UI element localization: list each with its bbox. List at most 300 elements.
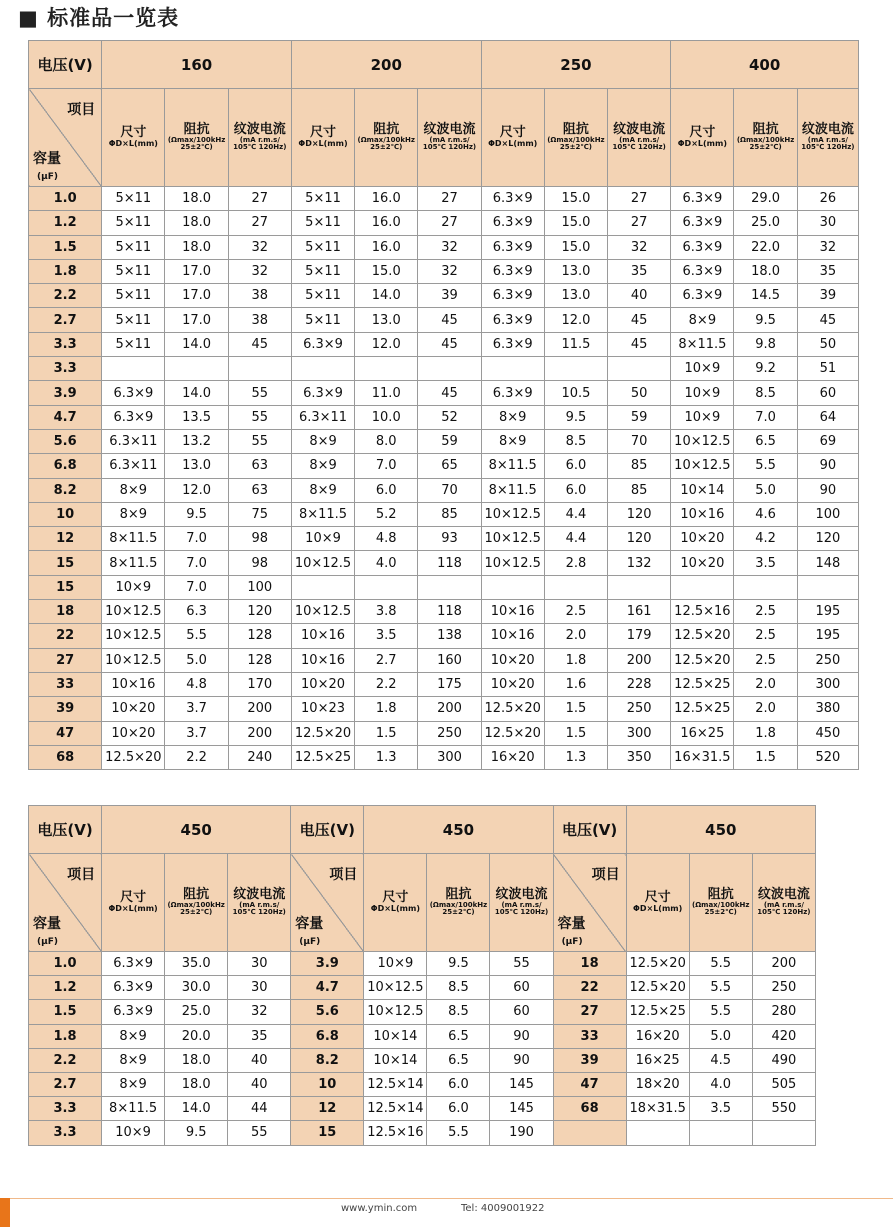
value-cell: 2.2 — [165, 745, 228, 769]
value-cell: 13.0 — [355, 308, 418, 332]
value-cell: 200 — [228, 721, 291, 745]
size-unit: ΦD×L(mm) — [370, 904, 420, 914]
value-cell: 6.3×11 — [102, 429, 165, 453]
value-cell: 18.0 — [165, 235, 228, 259]
capacity-cell: 3.3 — [29, 1097, 102, 1121]
value-cell: 520 — [797, 745, 858, 769]
impedance-label: 阻抗 — [562, 122, 589, 138]
value-cell: 6.3×9 — [481, 211, 544, 235]
ripple-condition: 105℃ 120Hz) — [801, 143, 855, 152]
column-header-row — [29, 89, 859, 187]
voltage-value: 200 — [291, 41, 481, 89]
value-cell: 4.5 — [689, 1048, 752, 1072]
value-cell — [102, 357, 165, 381]
value-cell: 75 — [228, 502, 291, 526]
value-cell: 18×20 — [626, 1072, 689, 1096]
value-cell: 10×20 — [481, 648, 544, 672]
value-cell: 118 — [418, 600, 481, 624]
value-cell: 55 — [490, 952, 553, 976]
value-cell: 5×11 — [102, 259, 165, 283]
value-cell: 505 — [752, 1072, 815, 1096]
capacity-label: 容量 — [33, 151, 61, 167]
value-cell: 13.0 — [544, 259, 607, 283]
footer-accent-bar — [0, 1198, 10, 1227]
value-cell: 1.5 — [544, 721, 607, 745]
value-cell: 39 — [797, 284, 858, 308]
value-cell: 5×11 — [102, 211, 165, 235]
size-label: 尺寸 — [382, 890, 409, 906]
voltage-value: 160 — [102, 41, 292, 89]
value-cell: 8×9 — [102, 1048, 165, 1072]
value-cell: 12.5×14 — [364, 1072, 427, 1096]
value-cell: 5×11 — [102, 187, 165, 211]
capacity-cell: 12 — [29, 527, 102, 551]
value-cell — [165, 357, 228, 381]
value-cell: 5×11 — [291, 308, 354, 332]
value-cell: 15.0 — [355, 259, 418, 283]
value-cell: 6.3×9 — [671, 235, 734, 259]
value-cell: 90 — [797, 454, 858, 478]
value-cell: 90 — [797, 478, 858, 502]
item-capacity-header — [553, 854, 626, 952]
value-cell: 17.0 — [165, 284, 228, 308]
capacity-cell: 3.9 — [291, 952, 364, 976]
footer-website: www.ymin.com — [341, 1203, 418, 1214]
value-cell: 490 — [752, 1048, 815, 1072]
value-cell: 12.5×20 — [626, 952, 689, 976]
value-cell: 10×12.5 — [671, 454, 734, 478]
value-cell — [608, 575, 671, 599]
value-cell: 6.3×9 — [671, 211, 734, 235]
value-cell: 1.5 — [734, 745, 797, 769]
size-label: 尺寸 — [499, 125, 526, 141]
value-cell: 12.5×20 — [102, 745, 165, 769]
capacity-cell: 8.2 — [291, 1048, 364, 1072]
capacity-label: 容量 — [33, 916, 61, 932]
value-cell: 2.0 — [734, 697, 797, 721]
footer-telephone: Tel: 4009001922 — [461, 1203, 545, 1214]
value-cell: 3.7 — [165, 721, 228, 745]
value-cell: 32 — [608, 235, 671, 259]
value-cell: 6.0 — [355, 478, 418, 502]
value-cell: 45 — [228, 332, 291, 356]
impedance-header — [427, 854, 490, 952]
capacity-cell: 22 — [29, 624, 102, 648]
value-cell: 3.5 — [355, 624, 418, 648]
value-cell: 4.0 — [689, 1072, 752, 1096]
value-cell — [355, 357, 418, 381]
value-cell: 90 — [490, 1048, 553, 1072]
capacity-cell: 22 — [553, 976, 626, 1000]
value-cell: 17.0 — [165, 308, 228, 332]
value-cell: 16×25 — [671, 721, 734, 745]
value-cell: 12.5×20 — [291, 721, 354, 745]
voltage-value: 450 — [102, 806, 291, 854]
table-row — [29, 357, 859, 381]
value-cell: 85 — [418, 502, 481, 526]
value-cell: 10×12.5 — [102, 648, 165, 672]
size-label: 尺寸 — [120, 125, 147, 141]
value-cell: 10×12.5 — [291, 600, 354, 624]
value-cell: 12.5×25 — [626, 1000, 689, 1024]
table-row — [29, 284, 859, 308]
impedance-unit: (Ωmax/100kHz — [547, 135, 605, 144]
value-cell: 10×14 — [364, 1024, 427, 1048]
value-cell — [689, 1121, 752, 1145]
table-row — [29, 600, 859, 624]
value-cell: 8×9 — [102, 502, 165, 526]
value-cell: 300 — [608, 721, 671, 745]
value-cell: 5×11 — [102, 308, 165, 332]
value-cell: 6.3×9 — [481, 308, 544, 332]
capacity-cell: 33 — [553, 1024, 626, 1048]
value-cell: 4.0 — [355, 551, 418, 575]
impedance-condition: 25±2℃) — [180, 143, 213, 152]
value-cell: 15.0 — [544, 235, 607, 259]
value-cell: 12.5×20 — [671, 648, 734, 672]
value-cell — [671, 575, 734, 599]
value-cell: 6.3×9 — [291, 332, 354, 356]
value-cell: 27 — [418, 187, 481, 211]
value-cell: 25.0 — [734, 211, 797, 235]
value-cell: 10.0 — [355, 405, 418, 429]
value-cell: 5.0 — [689, 1024, 752, 1048]
capacity-cell: 4.7 — [291, 976, 364, 1000]
ripple-unit: (mA r.m.s/ — [807, 135, 848, 144]
value-cell: 8×9 — [671, 308, 734, 332]
value-cell: 6.3×9 — [481, 259, 544, 283]
value-cell: 35 — [608, 259, 671, 283]
table-row — [29, 1000, 816, 1024]
value-cell: 59 — [608, 405, 671, 429]
value-cell: 50 — [797, 332, 858, 356]
value-cell: 10×16 — [291, 648, 354, 672]
capacity-cell: 33 — [29, 672, 102, 696]
impedance-header — [544, 89, 607, 187]
value-cell: 10×20 — [481, 672, 544, 696]
value-cell: 138 — [418, 624, 481, 648]
value-cell — [544, 575, 607, 599]
capacity-cell: 3.3 — [29, 332, 102, 356]
value-cell: 2.5 — [734, 600, 797, 624]
value-cell: 18.0 — [734, 259, 797, 283]
ripple-unit: (mA r.m.s/ — [429, 135, 470, 144]
value-cell: 30 — [228, 976, 291, 1000]
value-cell: 4.8 — [165, 672, 228, 696]
capacity-cell: 15 — [29, 551, 102, 575]
value-cell: 40 — [228, 1072, 291, 1096]
capacity-cell: 3.3 — [29, 357, 102, 381]
value-cell: 160 — [418, 648, 481, 672]
value-cell: 45 — [797, 308, 858, 332]
value-cell: 10×20 — [671, 551, 734, 575]
value-cell — [418, 575, 481, 599]
value-cell: 55 — [228, 405, 291, 429]
value-cell: 4.4 — [544, 502, 607, 526]
value-cell: 10×12.5 — [481, 502, 544, 526]
ripple-header — [752, 854, 815, 952]
ripple-header — [490, 854, 553, 952]
value-cell: 6.3×11 — [102, 454, 165, 478]
value-cell: 6.3×9 — [481, 284, 544, 308]
value-cell: 120 — [608, 502, 671, 526]
value-cell: 5.5 — [427, 1121, 490, 1145]
capacity-cell: 47 — [29, 721, 102, 745]
value-cell: 6.3×9 — [481, 332, 544, 356]
value-cell: 6.0 — [544, 478, 607, 502]
value-cell: 12.5×16 — [671, 600, 734, 624]
table-row — [29, 952, 816, 976]
value-cell — [797, 575, 858, 599]
capacity-cell: 1.8 — [29, 1024, 102, 1048]
value-cell: 27 — [418, 211, 481, 235]
ripple-label: 纹波电流 — [423, 122, 476, 138]
value-cell: 3.7 — [165, 697, 228, 721]
value-cell: 8×11.5 — [671, 332, 734, 356]
value-cell: 40 — [228, 1048, 291, 1072]
value-cell: 5×11 — [291, 259, 354, 283]
value-cell: 10×12.5 — [364, 976, 427, 1000]
value-cell: 5×11 — [102, 332, 165, 356]
impedance-unit: (Ωmax/100kHz — [167, 135, 226, 144]
impedance-condition: 25±2℃) — [180, 908, 213, 917]
value-cell — [418, 357, 481, 381]
value-cell: 12.5×25 — [671, 697, 734, 721]
value-cell — [734, 575, 797, 599]
impedance-label: 阻抗 — [752, 122, 779, 138]
value-cell: 11.0 — [355, 381, 418, 405]
value-cell: 27 — [608, 187, 671, 211]
value-cell: 5×11 — [102, 284, 165, 308]
value-cell: 7.0 — [165, 575, 228, 599]
value-cell: 14.0 — [165, 332, 228, 356]
value-cell: 16.0 — [355, 211, 418, 235]
voltage-label: 电压(V) — [291, 806, 364, 854]
value-cell — [291, 575, 354, 599]
impedance-header — [355, 89, 418, 187]
value-cell: 13.0 — [165, 454, 228, 478]
value-cell: 70 — [608, 429, 671, 453]
value-cell: 128 — [228, 624, 291, 648]
value-cell: 15.0 — [544, 187, 607, 211]
value-cell: 1.5 — [355, 721, 418, 745]
value-cell: 18.0 — [165, 1048, 228, 1072]
impedance-header — [165, 854, 228, 952]
capacity-cell: 3.9 — [29, 381, 102, 405]
value-cell: 69 — [797, 429, 858, 453]
value-cell — [355, 575, 418, 599]
value-cell: 5×11 — [291, 235, 354, 259]
value-cell: 12.5×20 — [671, 624, 734, 648]
impedance-header — [165, 89, 228, 187]
value-cell: 93 — [418, 527, 481, 551]
value-cell — [626, 1121, 689, 1145]
value-cell: 2.5 — [734, 648, 797, 672]
value-cell: 8×9 — [102, 1024, 165, 1048]
value-cell: 10×9 — [364, 952, 427, 976]
value-cell: 18×31.5 — [626, 1097, 689, 1121]
value-cell: 98 — [228, 551, 291, 575]
value-cell: 45 — [418, 332, 481, 356]
value-cell: 11.5 — [544, 332, 607, 356]
size-header — [102, 89, 165, 187]
table-body — [29, 952, 816, 1146]
value-cell: 8×11.5 — [291, 502, 354, 526]
ripple-label: 纹波电流 — [233, 122, 286, 138]
value-cell: 98 — [228, 527, 291, 551]
value-cell: 16×31.5 — [671, 745, 734, 769]
value-cell: 161 — [608, 600, 671, 624]
value-cell: 6.3×9 — [481, 235, 544, 259]
capacity-cell: 6.8 — [291, 1024, 364, 1048]
capacity-cell: 4.7 — [29, 405, 102, 429]
value-cell: 10×23 — [291, 697, 354, 721]
value-cell: 120 — [228, 600, 291, 624]
value-cell: 10×16 — [671, 502, 734, 526]
impedance-label: 阻抗 — [373, 122, 400, 138]
capacity-cell: 27 — [553, 1000, 626, 1024]
value-cell: 175 — [418, 672, 481, 696]
value-cell: 18.0 — [165, 211, 228, 235]
value-cell: 10×16 — [291, 624, 354, 648]
table-row — [29, 478, 859, 502]
value-cell: 1.3 — [355, 745, 418, 769]
impedance-unit: (Ωmax/100kHz — [429, 900, 488, 909]
voltage-label: 电压(V) — [553, 806, 626, 854]
value-cell: 350 — [608, 745, 671, 769]
value-cell: 10×12.5 — [102, 600, 165, 624]
value-cell: 55 — [228, 429, 291, 453]
table-row — [29, 721, 859, 745]
value-cell: 35.0 — [165, 952, 228, 976]
value-cell: 300 — [418, 745, 481, 769]
value-cell: 10×9 — [671, 405, 734, 429]
value-cell: 4.6 — [734, 502, 797, 526]
value-cell: 10×20 — [102, 721, 165, 745]
value-cell: 18.0 — [165, 187, 228, 211]
value-cell: 10×9 — [671, 357, 734, 381]
value-cell: 60 — [797, 381, 858, 405]
footer-divider — [0, 1198, 893, 1199]
capacity-unit: (μF) — [561, 937, 583, 947]
value-cell: 45 — [418, 381, 481, 405]
value-cell: 12.5×14 — [364, 1097, 427, 1121]
value-cell: 12.5×25 — [671, 672, 734, 696]
value-cell: 5×11 — [291, 211, 354, 235]
value-cell: 118 — [418, 551, 481, 575]
value-cell: 2.2 — [355, 672, 418, 696]
capacity-cell: 8.2 — [29, 478, 102, 502]
impedance-condition: 25±2℃) — [559, 143, 592, 152]
value-cell: 8×11.5 — [102, 527, 165, 551]
voltage-value: 450 — [364, 806, 553, 854]
voltage-value: 400 — [671, 41, 859, 89]
value-cell: 8×9 — [291, 454, 354, 478]
size-unit: ΦD×L(mm) — [633, 904, 683, 914]
capacity-label: 容量 — [295, 916, 324, 932]
capacity-cell: 1.8 — [29, 259, 102, 283]
value-cell: 8×9 — [102, 1072, 165, 1096]
value-cell: 27 — [228, 211, 291, 235]
value-cell: 6.0 — [427, 1072, 490, 1096]
ripple-header — [418, 89, 481, 187]
value-cell: 228 — [608, 672, 671, 696]
value-cell: 45 — [608, 332, 671, 356]
value-cell: 6.3×9 — [102, 1000, 165, 1024]
value-cell: 8×11.5 — [481, 478, 544, 502]
value-cell: 2.7 — [355, 648, 418, 672]
capacity-cell: 39 — [553, 1048, 626, 1072]
value-cell: 13.2 — [165, 429, 228, 453]
value-cell — [752, 1121, 815, 1145]
value-cell: 132 — [608, 551, 671, 575]
size-unit: ΦD×L(mm) — [298, 139, 348, 149]
value-cell: 16.0 — [355, 187, 418, 211]
value-cell: 32 — [228, 235, 291, 259]
table-row — [29, 976, 816, 1000]
value-cell: 52 — [418, 405, 481, 429]
value-cell: 13.0 — [544, 284, 607, 308]
size-unit: ΦD×L(mm) — [108, 904, 158, 914]
value-cell: 6.5 — [734, 429, 797, 453]
value-cell: 5.5 — [689, 976, 752, 1000]
capacity-cell: 39 — [29, 697, 102, 721]
size-header — [481, 89, 544, 187]
table-row — [29, 259, 859, 283]
value-cell: 9.8 — [734, 332, 797, 356]
ripple-label: 纹波电流 — [233, 887, 286, 903]
impedance-unit: (Ωmax/100kHz — [357, 135, 415, 144]
value-cell: 59 — [418, 429, 481, 453]
value-cell — [544, 357, 607, 381]
value-cell: 5×11 — [291, 187, 354, 211]
value-cell: 4.8 — [355, 527, 418, 551]
ripple-condition: 105℃ 120Hz) — [757, 908, 811, 917]
capacity-cell: 2.2 — [29, 1048, 102, 1072]
item-capacity-header — [29, 89, 102, 187]
value-cell: 10×16 — [481, 624, 544, 648]
value-cell: 250 — [418, 721, 481, 745]
table-row — [29, 1121, 816, 1145]
capacity-cell: 1.5 — [29, 235, 102, 259]
value-cell — [228, 357, 291, 381]
value-cell: 250 — [608, 697, 671, 721]
value-cell: 65 — [418, 454, 481, 478]
value-cell: 6.3×9 — [671, 259, 734, 283]
value-cell: 8×11.5 — [102, 551, 165, 575]
value-cell: 20.0 — [165, 1024, 228, 1048]
value-cell: 5.5 — [689, 952, 752, 976]
value-cell: 120 — [797, 527, 858, 551]
value-cell: 9.5 — [544, 405, 607, 429]
value-cell: 12.5×20 — [626, 976, 689, 1000]
impedance-unit: (Ωmax/100kHz — [692, 900, 750, 909]
value-cell: 9.5 — [165, 1121, 228, 1145]
value-cell: 6.3×9 — [291, 381, 354, 405]
value-cell: 6.3×9 — [481, 381, 544, 405]
value-cell: 190 — [490, 1121, 553, 1145]
value-cell: 300 — [797, 672, 858, 696]
value-cell: 3.5 — [689, 1097, 752, 1121]
value-cell: 5×11 — [291, 284, 354, 308]
value-cell: 16×20 — [481, 745, 544, 769]
value-cell: 51 — [797, 357, 858, 381]
value-cell: 200 — [608, 648, 671, 672]
value-cell: 1.6 — [544, 672, 607, 696]
value-cell: 10×9 — [671, 381, 734, 405]
impedance-header — [689, 854, 752, 952]
value-cell: 10×20 — [671, 527, 734, 551]
